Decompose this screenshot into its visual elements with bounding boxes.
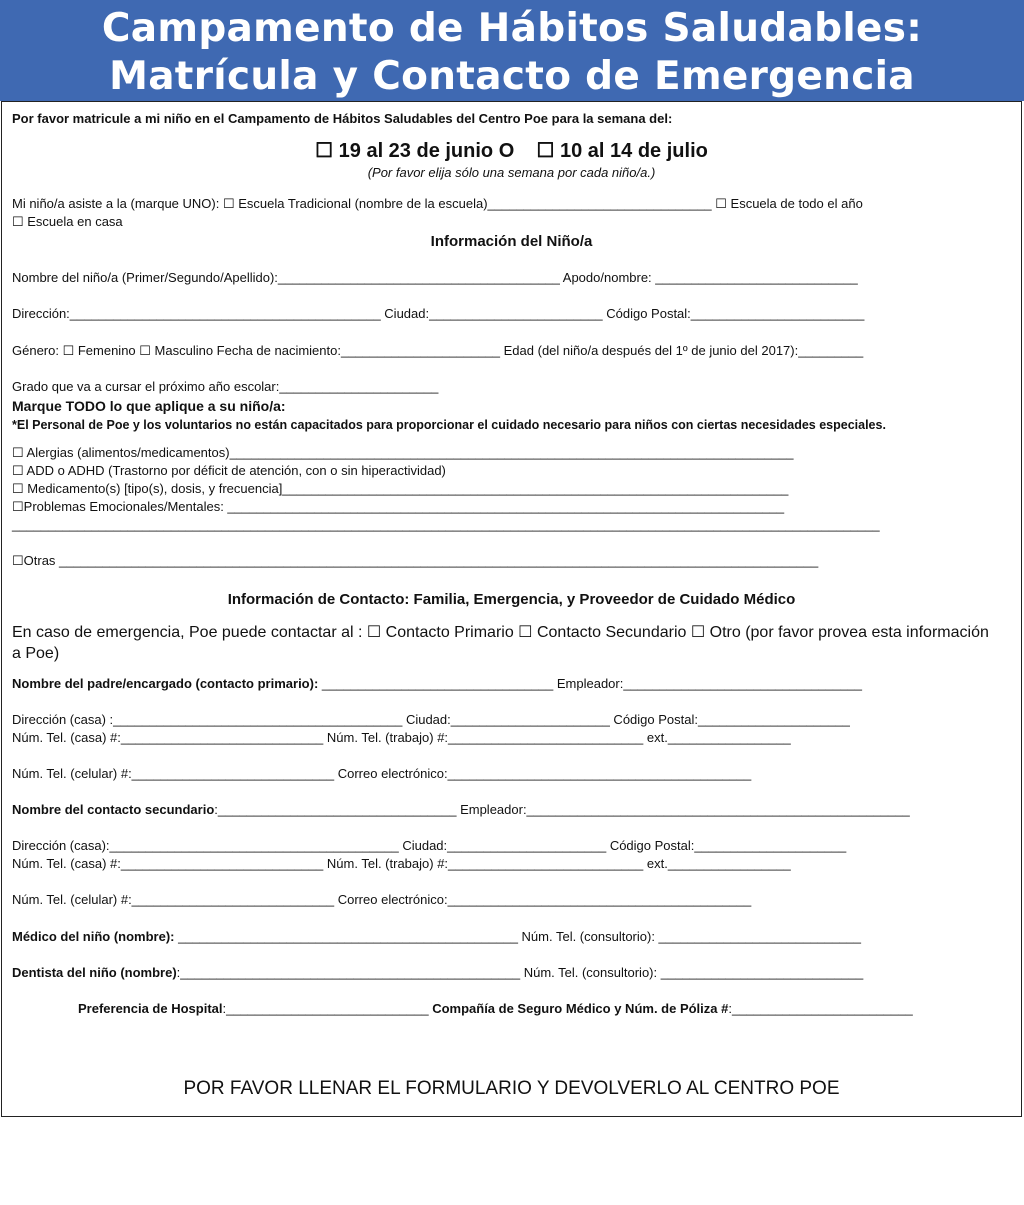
form-header (0, 0, 1024, 101)
conditions-note: *El Personal de Poe y los voluntarios no están capacitados para proporcionar el cuidado necesario para niños con ciertas necesidades especiales. (12, 418, 886, 432)
return-form-instruction: POR FAVOR LLENAR EL FORMULARIO Y DEVOLVERLO AL CENTRO POE (183, 1078, 840, 1099)
contact-heading: Información de Contacto: Familia, Emergencia, y Proveedor de Cuidado Médico (227, 591, 796, 608)
child-name-field[interactable]: Nombre del niño/a (Primer/Segundo/Apellido):_______________________________________ Apodo/nombre: ____________________________ (12, 270, 858, 285)
hospital-insurance-line[interactable] (78, 1001, 913, 1017)
secondary-phone-fields[interactable]: Núm. Tel. (casa) #:____________________________ Núm. Tel. (trabajo) #:___________________________ ext._________________ (12, 856, 791, 871)
allergies-checkbox-line[interactable]: ☐ Alergias (alimentos/medicamentos)______________________________________________________________________________ (12, 445, 794, 460)
secondary-contact-line[interactable] (12, 802, 910, 818)
conditions-blank-line[interactable]: ________________________________________________________________________________________________________________________ (12, 517, 880, 532)
form-title-line2: Matrícula y Contacto de Emergencia (109, 54, 915, 99)
dentist-label: Dentista del niño (nombre) (12, 965, 177, 980)
emotional-checkbox-line[interactable]: ☐Problemas Emocionales/Mentales: _____________________________________________________________________________ (12, 499, 785, 514)
secondary-cell-email-fields[interactable]: Núm. Tel. (celular) #:____________________________ Correo electrónico:__________________________________________ (12, 892, 752, 907)
hospital-label: Preferencia de Hospital (78, 1001, 223, 1016)
primary-phone-fields[interactable]: Núm. Tel. (casa) #:____________________________ Núm. Tel. (trabajo) #:___________________________ ext._________________ (12, 730, 791, 745)
intro-text: Por favor matricule a mi niño en el Campamento de Hábitos Saludables del Centro Poe para la semana del: (12, 111, 673, 126)
week2-label: 10 al 14 de julio (560, 140, 708, 162)
child-address-field[interactable]: Dirección:___________________________________________ Ciudad:________________________ Código Postal:________________________ (12, 306, 865, 321)
insurance-label: Compañía de Seguro Médico y Núm. de Póliza # (432, 1001, 729, 1016)
medication-checkbox-line[interactable]: ☐ Medicamento(s) [tipo(s), dosis, y frecuencia]______________________________________________________________________ (12, 481, 789, 496)
other-checkbox-line[interactable]: ☐Otras _________________________________________________________________________________________________________ (12, 553, 819, 568)
week-options (2, 139, 1021, 163)
dentist-line[interactable] (12, 965, 863, 981)
hospital-field[interactable]: :____________________________ (222, 1001, 429, 1016)
primary-contact-line[interactable] (12, 676, 862, 692)
emergency-contact-choice[interactable]: En caso de emergencia, Poe puede contactar al : ☐ Contacto Primario ☐ Contacto Secundario ☐ Otro (por favor provea esta información a Poe) (12, 624, 989, 662)
school-type-line[interactable]: Mi niño/a asiste a la (marque UNO): ☐ Escuela Tradicional (nombre de la escuela)_______________________________ ☐ Escuela de todo el año (12, 196, 863, 211)
primary-address-field[interactable]: Dirección (casa) :________________________________________ Ciudad:______________________ Código Postal:_____________________ (12, 712, 850, 727)
conditions-heading: Marque TODO lo que aplique a su niño/a: (12, 398, 286, 414)
grade-field[interactable]: Grado que va a cursar el próximo año escolar:______________________ (12, 379, 439, 394)
doctor-line[interactable] (12, 929, 861, 945)
week1-label: 19 al 23 de junio O (338, 140, 515, 162)
doctor-fields[interactable]: _______________________________________________ Núm. Tel. (consultorio): ____________________________ (174, 929, 861, 944)
form-body (1, 101, 1022, 1117)
gender-birthdate-age-field[interactable]: Género: ☐ Femenino ☐ Masculino Fecha de nacimiento:______________________ Edad (del niño/a después del 1º de junio del 2017):_________ (12, 343, 864, 358)
week1-checkbox[interactable]: ☐ (315, 140, 334, 162)
child-info-heading: Información del Niño/a (430, 233, 593, 250)
primary-contact-label: Nombre del padre/encargado (contacto primario): (12, 676, 319, 691)
secondary-address-field[interactable]: Dirección (casa):________________________________________ Ciudad:______________________ Código Postal:_____________________ (12, 838, 847, 853)
doctor-label: Médico del niño (nombre): (12, 929, 175, 944)
secondary-contact-fields[interactable]: :_________________________________ Empleador:_____________________________________________________ (214, 802, 910, 817)
form-title-line1: Campamento de Hábitos Saludables: (101, 6, 923, 51)
primary-contact-fields[interactable]: ________________________________ Empleador:_________________________________ (318, 676, 862, 691)
home-school-option[interactable]: ☐ Escuela en casa (12, 214, 123, 229)
primary-cell-email-fields[interactable]: Núm. Tel. (celular) #:____________________________ Correo electrónico:__________________________________________ (12, 766, 752, 781)
adhd-checkbox-line[interactable]: ☐ ADD o ADHD (Trastorno por déficit de atención, con o sin hiperactividad) (12, 463, 446, 478)
week2-checkbox[interactable]: ☐ (536, 140, 555, 162)
dentist-fields[interactable]: :_______________________________________________ Núm. Tel. (consultorio): ____________________________ (176, 965, 864, 980)
insurance-field[interactable]: :_________________________ (728, 1001, 913, 1016)
week-note: (Por favor elija sólo una semana por cada niño/a.) (367, 165, 656, 180)
secondary-contact-label: Nombre del contacto secundario (12, 802, 215, 817)
